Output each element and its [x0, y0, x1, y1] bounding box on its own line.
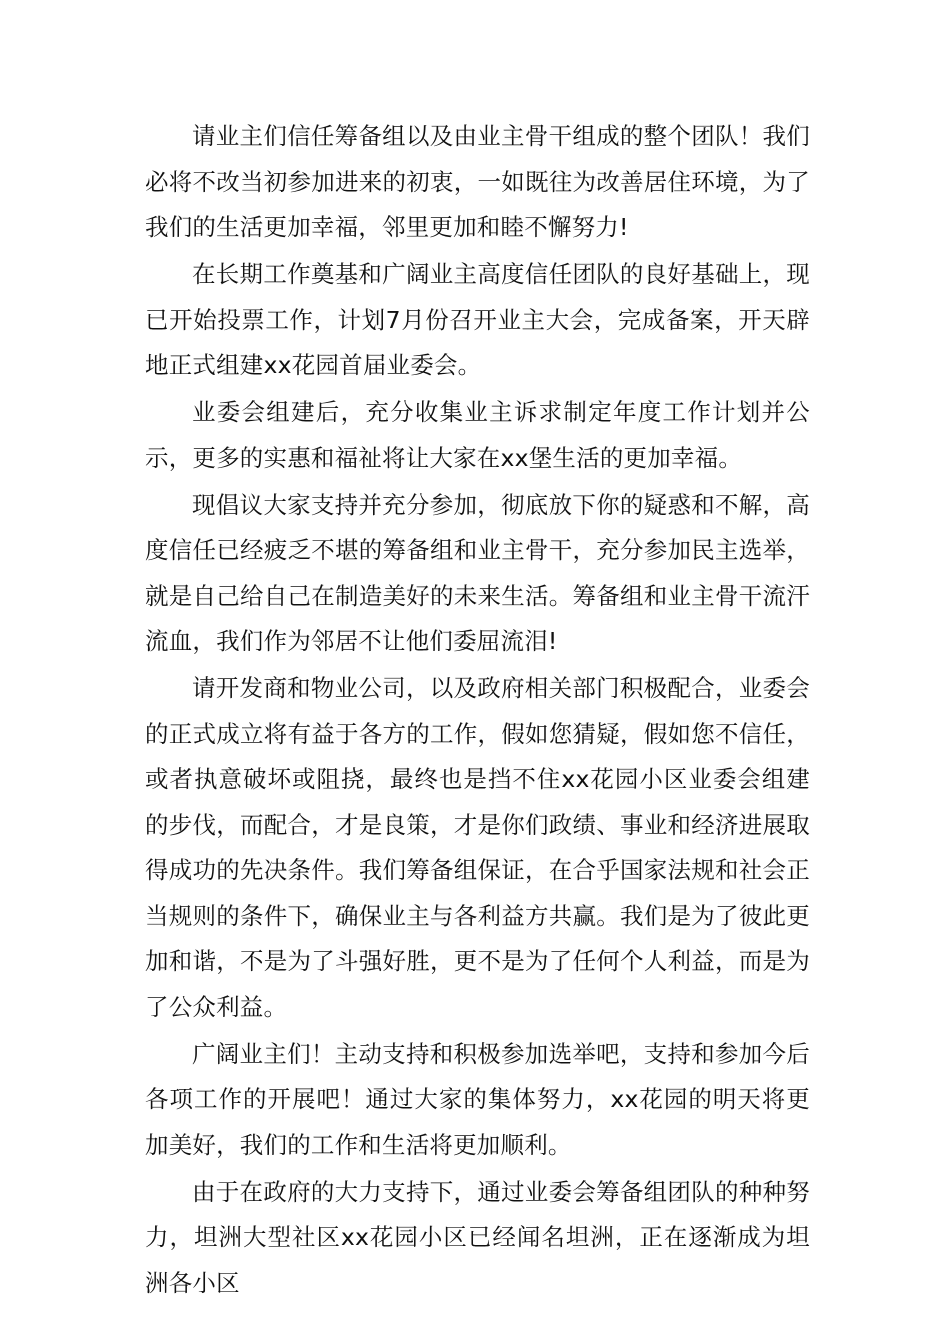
- paragraph: 在长期工作奠基和广阔业主高度信任团队的良好基础上，现已开始投票工作，计划7月份召开业主大会，完成备案，开天辟地正式组建xx花园首届业委会。: [145, 260, 810, 379]
- paragraph: 请开发商和物业公司，以及政府相关部门积极配合，业委会的正式成立将有益于各方的工作，假如您猜疑，假如您不信任，或者执意破坏或阻挠，最终也是挡不住xx花园小区业委会组建的步伐，而配合，才是良策，才是你们政绩、事业和经济进展取得成功的先决条件。我们筹备组保证，在合乎国家法规和社会正当规则的条件下，确保业主与各利益方共赢。我们是为了彼此更加和谐，不是为了斗强好胜，更不是为了任何个人利益，而是为了公众利益。: [145, 674, 810, 1021]
- paragraph: 广阔业主们！主动支持和积极参加选举吧，支持和参加今后各项工作的开展吧！通过大家的集体努力，xx花园的明天将更加美好，我们的工作和生活将更加顺利。: [145, 1039, 810, 1159]
- paragraph: 现倡议大家支持并充分参加，彻底放下你的疑惑和不解，高度信任已经疲乏不堪的筹备组和业主骨干，充分参加民主选举，就是自己给自己在制造美好的未来生活。筹备组和业主骨干流汗流血，我们作为邻居不让他们委屈流泪!: [145, 490, 810, 655]
- document-body: [145, 114, 810, 1308]
- paragraph: 请业主们信任筹备组以及由业主骨干组成的整个团队！我们必将不改当初参加进来的初衷，一如既往为改善居住环境，为了我们的生活更加幸福，邻里更加和睦不懈努力!: [145, 122, 810, 241]
- paragraph: 由于在政府的大力支持下，通过业委会筹备组团队的种种努力，坦洲大型社区xx花园小区已经闻名坦洲，正在逐渐成为坦洲各小区: [145, 1177, 810, 1297]
- paragraph: 业委会组建后，充分收集业主诉求制定年度工作计划并公示，更多的实惠和福祉将让大家在xx堡生活的更加幸福。: [145, 398, 810, 472]
